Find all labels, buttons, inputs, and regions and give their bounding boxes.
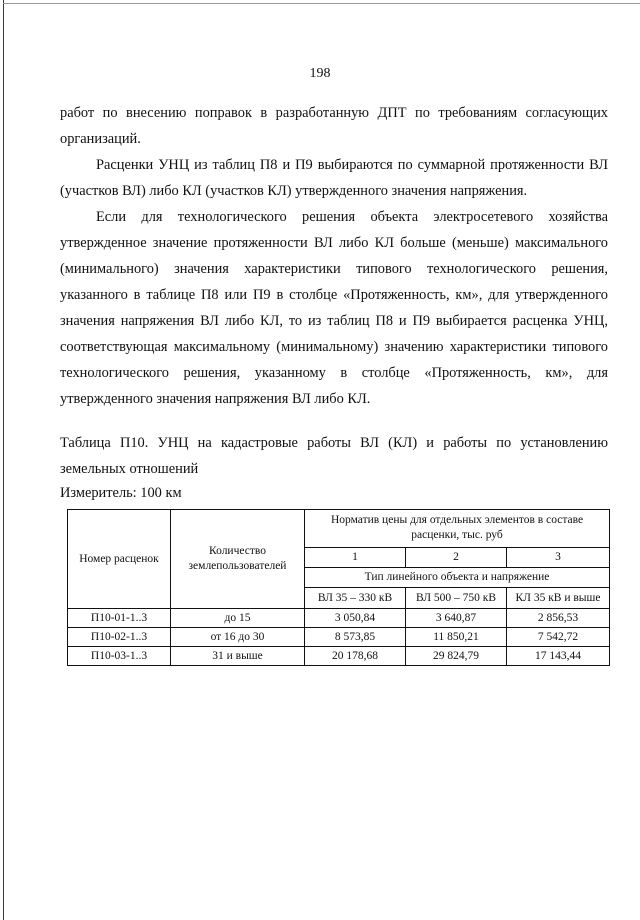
- table-row: [68, 647, 610, 666]
- scan-edge-left: [3, 0, 4, 920]
- cell-value: 17 143,44: [507, 647, 610, 666]
- table-caption: Измеритель: 100 км: [60, 485, 182, 501]
- cell-code: П10-03-1..3: [68, 647, 171, 666]
- header-voltage: ВЛ 35 – 330 кВ: [305, 588, 406, 609]
- header-col-number: 1: [305, 547, 406, 567]
- paragraph-length-rule: [60, 204, 608, 412]
- table-title: [60, 430, 608, 482]
- cell-value: 3 050,84: [305, 609, 406, 628]
- cell-code: П10-02-1..3: [68, 628, 171, 647]
- scan-edge-top: [3, 3, 640, 4]
- page-number: 198: [309, 66, 331, 81]
- table-title-text: Таблица П10. УНЦ на кадастровые работы ВЛ (КЛ) и работы по установлению земельных отношений: [60, 435, 608, 477]
- header-line-type: Тип линейного объекта и напряжение: [305, 568, 610, 588]
- cell-value: 20 178,68: [305, 647, 406, 666]
- paragraph-text: Если для технологического решения объекта электросетевого хозяйства утвержденное значение протяженности ВЛ либо КЛ больше (меньше) максимального (минимального) значения характеристики типового технологического решения, указанного в таблице П8 или П9 в столбце «Протяженность, км», для утвержденного значения напряжения ВЛ либо КЛ, то из таблиц П8 и П9 выбирается расценка УНЦ, соответствующая максимальному (минимальному) значению характеристики типового технологического решения, указанному в столбце «Протяженность, км», для утвержденного значения напряжения ВЛ либо КЛ.: [60, 209, 608, 407]
- cell-code: П10-01-1..3: [68, 609, 171, 628]
- cell-value: 29 824,79: [406, 647, 507, 666]
- header-rate-number: Номер расценок: [68, 510, 171, 609]
- header-voltage: ВЛ 500 – 750 кВ: [406, 588, 507, 609]
- unit-cost-table: [67, 509, 610, 666]
- paragraph-text: работ по внесению поправок в разработанную ДПТ по требованиям согласующих организаций.: [60, 105, 608, 147]
- header-voltage: КЛ 35 кВ и выше: [507, 588, 610, 609]
- cell-value: 7 542,72: [507, 628, 610, 647]
- table-row: [68, 628, 610, 647]
- cell-users: 31 и выше: [171, 647, 305, 666]
- cell-users: от 16 до 30: [171, 628, 305, 647]
- cell-value: 3 640,87: [406, 609, 507, 628]
- cell-users: до 15: [171, 609, 305, 628]
- header-col-number: 2: [406, 547, 507, 567]
- cell-value: 2 856,53: [507, 609, 610, 628]
- table-header-row: [68, 510, 610, 548]
- header-users-count: Количество землепользователей: [171, 510, 305, 609]
- header-col-number: 3: [507, 547, 610, 567]
- paragraph-text: Расценки УНЦ из таблиц П8 и П9 выбираются по суммарной протяженности ВЛ (участков ВЛ) либо КЛ (участков КЛ) утвержденного значения напряжения.: [60, 157, 608, 199]
- table-row: [68, 609, 610, 628]
- paragraph-continuation: [60, 100, 608, 152]
- cell-value: 11 850,21: [406, 628, 507, 647]
- header-norm-price: Норматив цены для отдельных элементов в составе расценки, тыс. руб: [305, 510, 610, 548]
- cell-value: 8 573,85: [305, 628, 406, 647]
- paragraph-rates-selection: [60, 152, 608, 204]
